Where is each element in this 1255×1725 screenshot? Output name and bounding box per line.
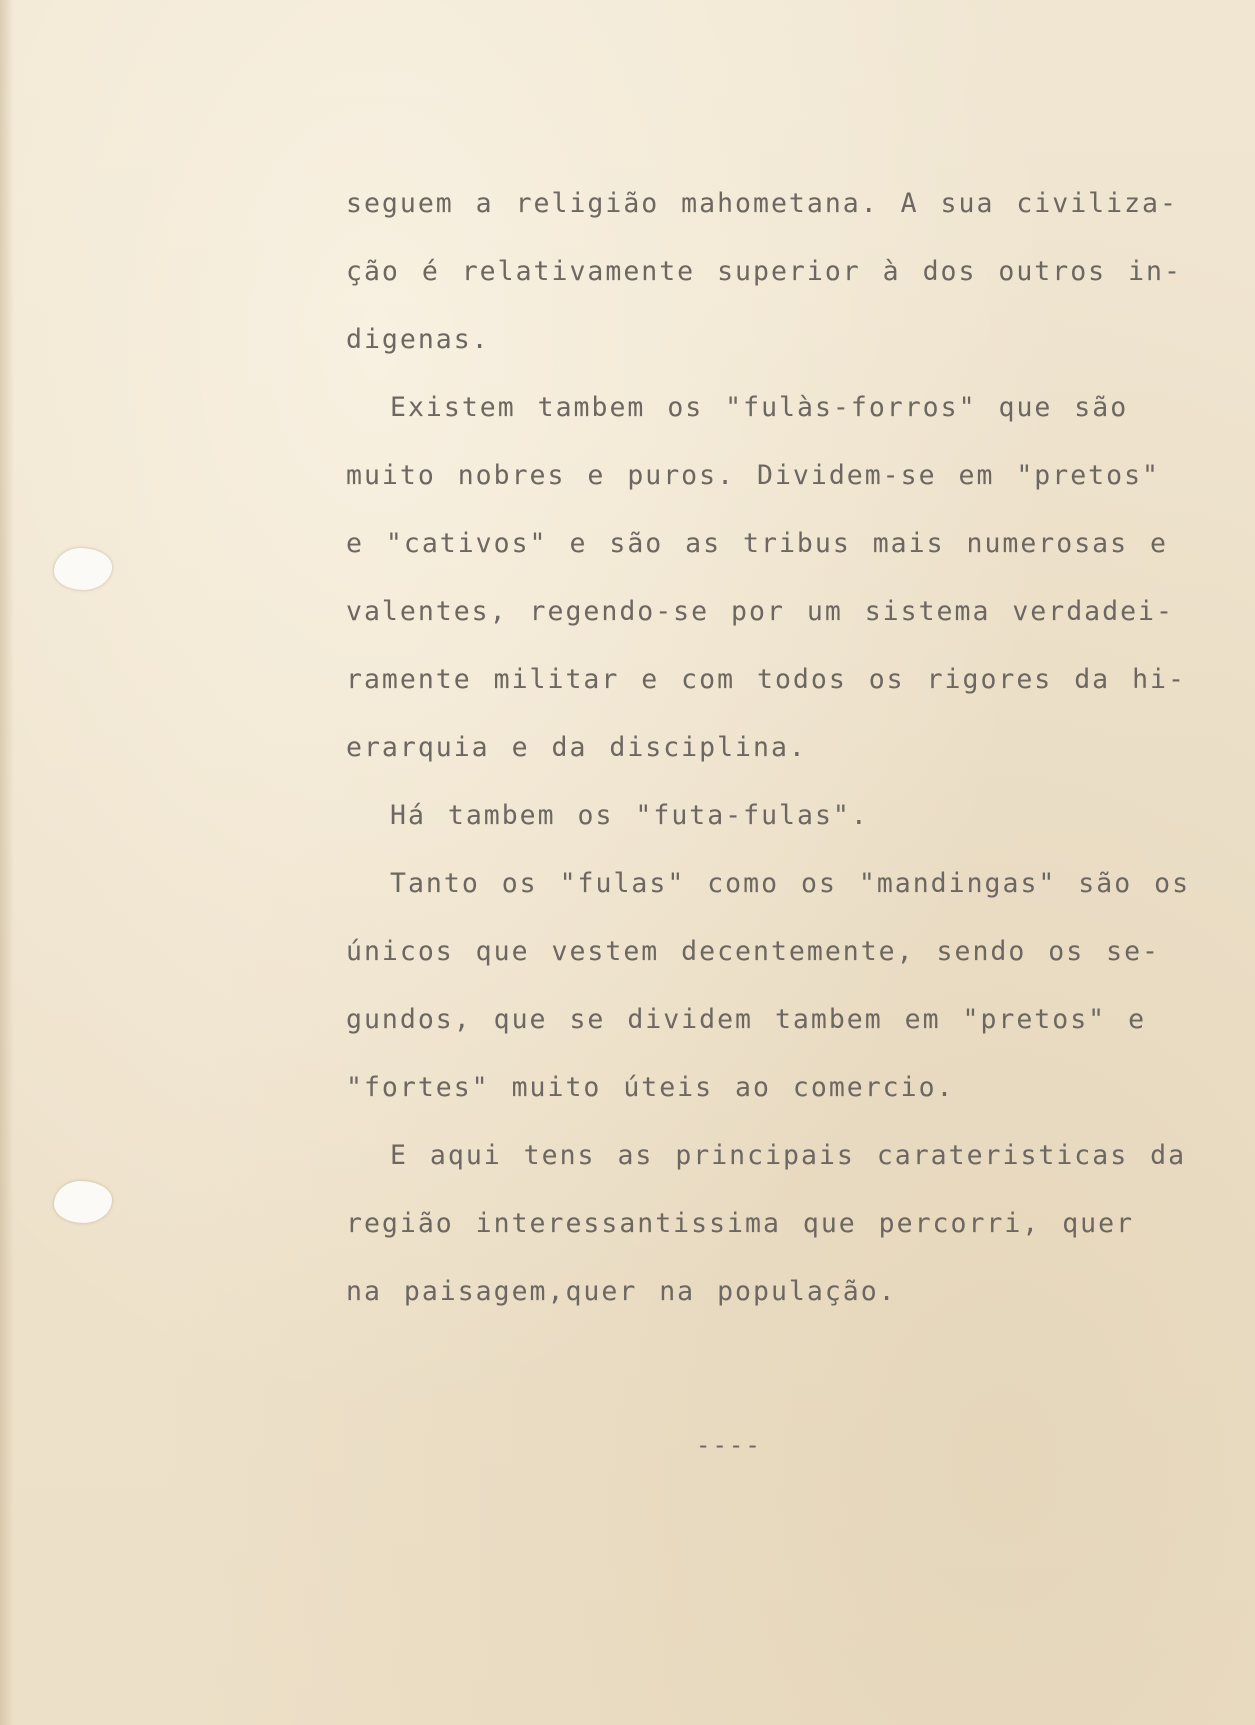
text-line: digenas. <box>346 324 490 355</box>
text-line: Existem tambem os "fulàs-forros" que são <box>390 392 1129 423</box>
text-line: E aqui tens as principais carateristicas da <box>390 1140 1187 1171</box>
text-line: valentes, regendo-se por um sistema verdadei- <box>346 596 1174 627</box>
text-line: ção é relativamente superior à dos outros in- <box>346 256 1182 287</box>
text-line: únicos que vestem decentemente, sendo os se- <box>346 936 1160 967</box>
paper-edge-shadow <box>0 0 14 1725</box>
text-line: Tanto os "fulas" como os "mandingas" são os <box>390 868 1191 899</box>
punch-hole <box>54 548 112 590</box>
text-line: e "cativos" e são as tribus mais numerosas e <box>346 528 1168 559</box>
punch-hole <box>54 1181 112 1223</box>
text-line: ramente militar e com todos os rigores da hi- <box>346 664 1186 695</box>
text-line: na paisagem,quer na população. <box>346 1276 897 1307</box>
text-line: muito nobres e puros. Dividem-se em "pretos" <box>346 460 1160 491</box>
text-line: erarquia e da disciplina. <box>346 732 807 763</box>
section-separator: ---- <box>696 1431 762 1459</box>
text-line: seguem a religião mahometana. A sua civiliza- <box>346 188 1178 219</box>
typewritten-text <box>346 178 1246 1334</box>
text-line: "fortes" muito úteis ao comercio. <box>346 1072 955 1103</box>
text-line: Há tambem os "futa-fulas". <box>390 800 869 831</box>
text-line: região interessantissima que percorri, quer <box>346 1208 1135 1239</box>
text-line: gundos, que se dividem tambem em "pretos" e <box>346 1004 1147 1035</box>
